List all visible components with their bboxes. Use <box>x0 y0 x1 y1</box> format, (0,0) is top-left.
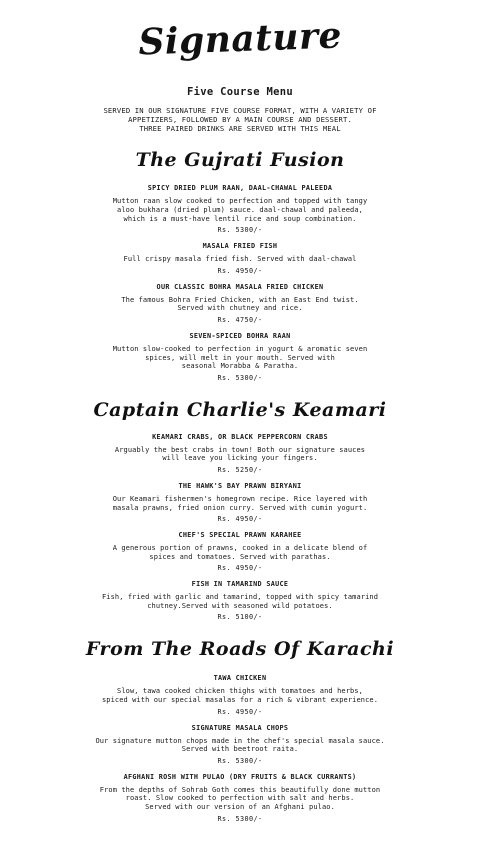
item-description <box>0 544 480 561</box>
desc-line: spiced with our special masalas for a rich & vibrant experience. <box>101 696 379 705</box>
desc-line: aloo bukhara (dried plum) sauce. daal-chawal and paleeda, <box>117 205 363 214</box>
item-price: Rs. 4750/- <box>217 315 263 324</box>
section-title: Captain Charlie's Keamari <box>93 398 387 421</box>
desc-line: spices, will melt in your mouth. Served with <box>145 353 335 362</box>
menu-item <box>0 332 480 383</box>
menu-item <box>0 433 480 475</box>
item-description <box>0 296 480 313</box>
item-description <box>0 345 480 371</box>
item-name: SIGNATURE MASALA CHOPS <box>191 723 289 732</box>
section-title: From The Roads Of Karachi <box>85 638 395 661</box>
menu-item <box>0 184 480 235</box>
desc-line: Our signature mutton chops made in the chef's special masala sauce. <box>95 736 385 745</box>
menu-item <box>0 242 480 276</box>
menu-item <box>0 724 480 766</box>
desc-line: spices and tomatoes. Served with parathas. <box>149 552 331 561</box>
menu-item <box>0 482 480 524</box>
item-price: Rs. 4950/- <box>217 266 263 275</box>
item-name: THE HAWK'S BAY PRAWN BIRYANI <box>178 481 302 490</box>
item-price: Rs. 5300/- <box>217 814 263 823</box>
item-name: TAWA CHICKEN <box>213 674 267 683</box>
menu-section <box>0 397 480 623</box>
item-price: Rs. 4950/- <box>217 515 263 524</box>
item-price: Rs. 5250/- <box>217 465 263 474</box>
item-name: MASALA FRIED FISH <box>202 242 278 251</box>
item-description <box>0 786 480 812</box>
item-description <box>0 687 480 704</box>
item-name: FISH IN TAMARIND SAUCE <box>191 580 289 589</box>
item-description <box>0 593 480 610</box>
menu-section <box>0 147 480 382</box>
desc-line: Mutton slow-cooked to perfection in yogurt & aromatic seven <box>112 344 368 353</box>
item-name: CHEF'S SPECIAL PRAWN KARAHEE <box>178 531 302 540</box>
menu-section <box>0 636 480 823</box>
desc-line: will leave you licking your fingers. <box>162 454 318 463</box>
desc-line: Served with beetroot raita. <box>181 745 299 754</box>
desc-line: Mutton raan slow cooked to perfection and topped with tangy <box>112 197 368 206</box>
intro-line: THREE PAIRED DRINKS ARE SERVED WITH THIS MEAL <box>139 123 341 133</box>
item-description <box>0 255 480 264</box>
intro-line: APPETIZERS, FOLLOWED BY A MAIN COURSE AND DESSERT. <box>128 114 352 124</box>
desc-line: Fish, fried with garlic and tamarind, topped with spicy tamarind <box>101 593 379 602</box>
item-price: Rs. 4950/- <box>217 564 263 573</box>
desc-line: which is a must-have lentil rice and soup combination. <box>123 214 357 223</box>
item-price: Rs. 5300/- <box>217 756 263 765</box>
desc-line: The famous Bohra Fried Chicken, with an East End twist. <box>121 295 359 304</box>
menu-item <box>0 283 480 325</box>
item-price: Rs. 4950/- <box>217 707 263 716</box>
item-price: Rs. 5300/- <box>217 226 263 235</box>
desc-line: chutney.Served with seasoned wild potatoes. <box>147 601 333 610</box>
intro-line: SERVED IN OUR SIGNATURE FIVE COURSE FORMAT, WITH A VARIETY OF <box>103 106 377 115</box>
menu-intro <box>40 107 440 133</box>
desc-line: A generous portion of prawns, cooked in a delicate blend of <box>112 544 368 553</box>
item-price: Rs. 5300/- <box>217 373 263 382</box>
item-description <box>0 197 480 223</box>
item-name: SEVEN-SPICED BOHRA RAAN <box>189 331 291 340</box>
item-name: KEAMARI CRABS, OR BLACK PEPPERCORN CRABS <box>152 432 328 441</box>
desc-line: Slow, tawa cooked chicken thighs with tomatoes and herbs, <box>117 687 363 696</box>
menu-item <box>0 773 480 824</box>
item-name: OUR CLASSIC BOHRA MASALA FRIED CHICKEN <box>156 282 324 291</box>
item-description <box>0 737 480 754</box>
desc-line: Served with our version of an Afghani pulao. <box>145 803 335 812</box>
desc-line: seasonal Morabba & Paratha. <box>181 362 299 371</box>
desc-line: masala prawns, fried onion curry. Served with cumin yogurt. <box>112 503 368 512</box>
item-description <box>0 446 480 463</box>
menu-subtitle: Five Course Menu <box>187 86 293 98</box>
desc-line: Full crispy masala fried fish. Served with daal-chawal <box>123 255 357 264</box>
menu-item <box>0 674 480 716</box>
desc-line: Our Keamari fishermen's homegrown recipe. Rice layered with <box>112 494 368 503</box>
item-name: SPICY DRIED PLUM RAAN, DAAL-CHAWAL PALEEDA <box>147 184 333 193</box>
page-title: Signature <box>137 14 343 64</box>
desc-line: roast. Slow cooked to perfection with salt and herbs. <box>125 794 355 803</box>
item-description <box>0 495 480 512</box>
menu-item <box>0 580 480 622</box>
menu-item <box>0 531 480 573</box>
item-name: AFGHANI ROSH WITH PULAO (DRY FRUITS & BLACK CURRANTS) <box>123 772 357 781</box>
desc-line: Arguably the best crabs in town! Both our signature sauces <box>114 445 366 454</box>
item-price: Rs. 5100/- <box>217 613 263 622</box>
section-title: The Gujrati Fusion <box>135 149 345 172</box>
desc-line: From the depths of Sohrab Goth comes this beautifully done mutton <box>99 785 381 794</box>
desc-line: Served with chutney and rice. <box>177 304 303 313</box>
